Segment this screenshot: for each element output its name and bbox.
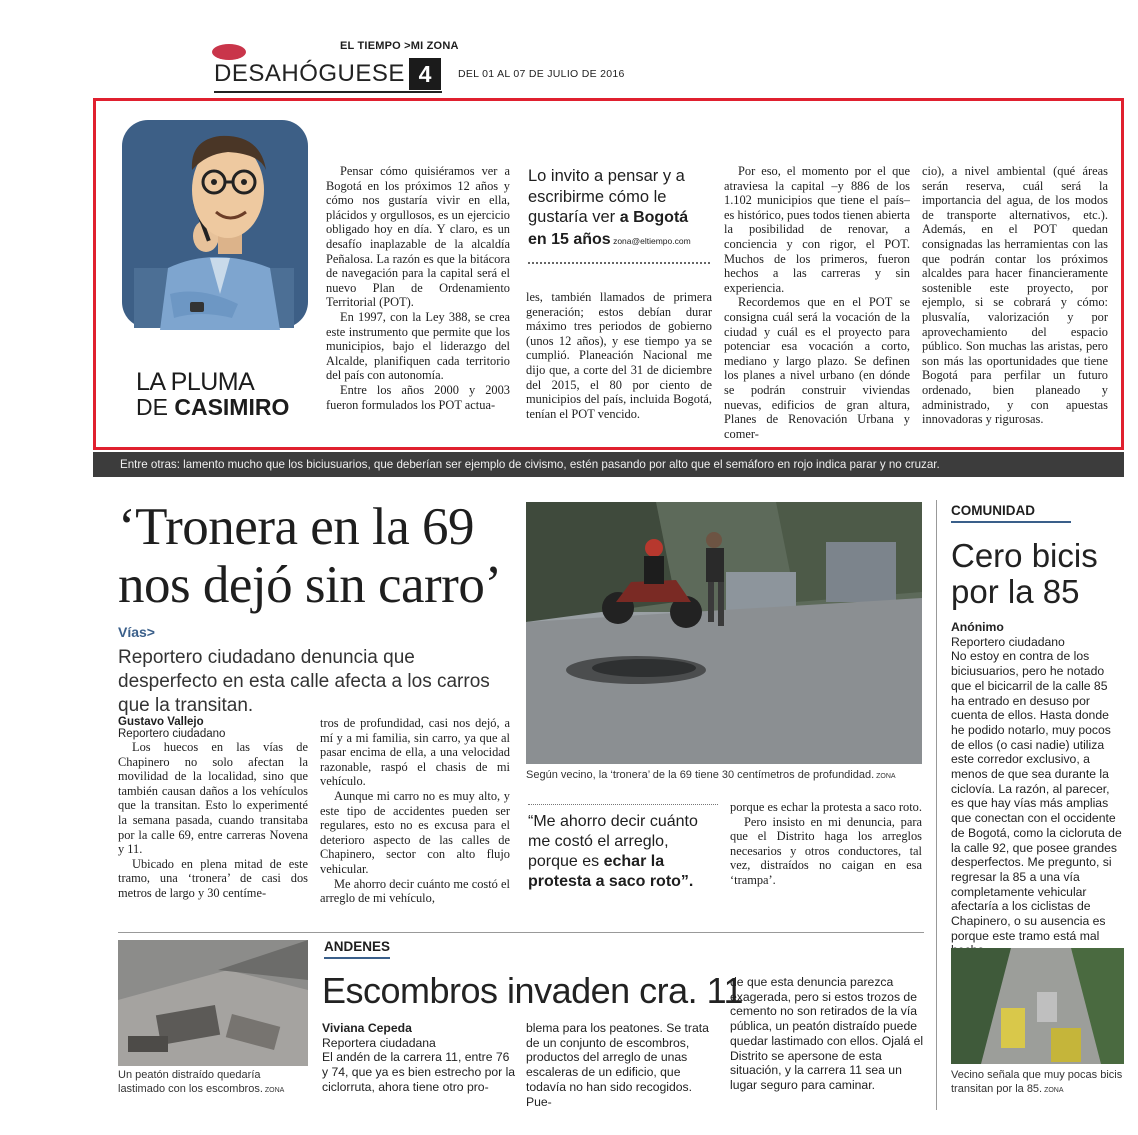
- headline-line: ‘Tronera en la 69: [118, 498, 475, 556]
- quote-text: “Me ahorro decir cuánto me costó el arreglo, porque es: [528, 813, 698, 870]
- quote-rule: [528, 804, 718, 805]
- andenes-col2: [526, 1021, 716, 1109]
- story-deck: Reportero ciudadano denuncia que desperfecto en esta calle afecta a los carros que la transitan.: [118, 647, 490, 716]
- paragraph: Entre los años 2000 y 2003 fueron formulados los POT actua-: [326, 382, 510, 412]
- paragraph: cio), a nivel ambiental (qué áreas serán reserva, cuál será la importancia del agua, de los modos de transporte alternativos, etc.). Además, en el POT quedan consignadas las herramientas con las que podrán contar los próximos alcaldes para hacer financieramente sostenible este proyecto, por ejemplo, si se cobrará y cómo: plusvalía, valorización y por aprovechamiento del espacio público. Son muchas las aristas, pero son más las oportunidades que tiene Bogotá para perfilar un futuro ordenado, bien planeado y administrado, y con apuestas innovadoras y rigurosas.: [922, 164, 1108, 427]
- author-role: Reportera ciudadana: [322, 1035, 436, 1050]
- main-headline: [118, 498, 501, 614]
- caption-text: Un peatón distraído quedaría lastimado con los escombros.: [118, 1069, 263, 1095]
- pull-quote: [528, 812, 718, 892]
- column-label-line1: LA PLUMA: [136, 368, 255, 396]
- section-label-comunidad: COMUNIDAD: [951, 503, 1035, 518]
- page-number: 4: [409, 58, 441, 90]
- column-col3: [724, 164, 910, 441]
- invite-text: Lo invito a pensar y a escribirme cómo le gustaría ver: [528, 167, 685, 226]
- column-label-line2: [136, 394, 289, 421]
- main-col3: [730, 800, 922, 888]
- bike-lane-photo: [951, 948, 1124, 1064]
- paragraph: porque es echar la protesta a saco roto.: [730, 800, 922, 814]
- paragraph: El andén de la carrera 11, entre 76 y 74, que ya es bien estrecho por la ciclorruta, ahora tiene otro pro-: [322, 1050, 516, 1094]
- invite-bold: a Bogotá en 15 años: [528, 209, 689, 248]
- columnist-avatar-illustration: [120, 118, 310, 330]
- andenes-col3: [730, 975, 924, 1093]
- side-photo-caption: [951, 1068, 1124, 1098]
- entre-otras-banner: Entre otras: lamento mucho que los biciusuarios, que deberían ser ejemplo de civismo, estén pasando por alto que el semáforo en rojo indica parar y no cruzar.: [93, 452, 1124, 477]
- rubble-photo: [118, 940, 308, 1066]
- headline-line: nos dejó sin carro’: [118, 556, 502, 614]
- author-role: Reportero ciudadano: [118, 728, 226, 740]
- street-pothole-photo: [526, 502, 922, 764]
- caption-text: Según vecino, la ‘tronera’ de la 69 tiene 30 centímetros de profundidad.: [526, 769, 875, 781]
- section-divider: [118, 932, 924, 933]
- paragraph: Ubicado en plena mitad de este tramo, una ‘tronera’ de casi dos metros de largo y 30 centíme-: [118, 856, 308, 900]
- caption-credit: ZONA: [874, 773, 896, 780]
- section-title: DESAHÓGUESE: [214, 60, 405, 87]
- paragraph: En 1997, con la Ley 388, se crea este instrumento que permite que los municipios, bajo el liderazgo del Alcalde, planifiquen cada territorio del país con autonomía.: [326, 309, 510, 383]
- caption-credit: ZONA: [262, 1087, 285, 1094]
- author-role: Reportero ciudadano: [951, 634, 1065, 649]
- paragraph: blema para los peatones. Se trata de un conjunto de escombros, productos del arreglo de unas escaleras de un edificio, que todavía no han sido recogidos. Pue-: [526, 1021, 709, 1109]
- headline-line: Cero bicis: [951, 537, 1098, 574]
- headline-line: por la 85: [951, 573, 1080, 610]
- author-name: Anónimo: [951, 620, 1004, 634]
- paragraph: Pero insisto en mi denuncia, para que el Distrito haga los arreglos necesarios y otros conductores, tal vez, distraídos no caigan en esa ‘trampa’.: [730, 814, 922, 887]
- paragraph: Pensar cómo quisiéramos ver a Bogotá en los próximos 12 años y cómo nos gustaría vivir en ella, plácidos y orgullosos, es un ejercicio obligado hoy en día. Y claro, es un desafío inaplazable de la alcaldía Peñalosa. La razón es que la bitácora de navegación para la capital será el nuevo Plan de Ordenamiento Territorial (POT).: [326, 164, 510, 310]
- column-label-de: DE: [136, 394, 175, 420]
- header-rule: [214, 91, 442, 93]
- paragraph: les, también llamados de primera generación; estos debían durar máximo tres periodos de gobierno (unos 12 años), y ese tiempo ya se cumplió. Planeación Nacional me dijo que, a corte del 31 de diciembre del 2015, el 80 por ciento de municipios del país, incluida Bogotá, tenían el POT vencido.: [526, 290, 712, 421]
- columnist-name: CASIMIRO: [174, 394, 290, 420]
- invite-divider: [528, 262, 710, 264]
- caption-credit: ZONA: [1042, 1087, 1064, 1094]
- paragraph: de que esta denuncia parezca exagerada, pero si estos trozos de cemento no son retirados de la vía pública, un peatón distraído puede quedar lastimado con ellos. Ojalá el Distrito se apersone de esta situación, y la carrera 11 sea un lugar seguro para caminar.: [730, 975, 924, 1092]
- paragraph: tros de profundidad, casi nos dejó, a mí y a mi familia, sin carro, ya que al pasar encima de ella, a una velocidad razonable, raspó el chasis de mi vehículo.: [320, 716, 510, 789]
- paragraph: Recordemos que en el POT se consigna cuál será la vocación de la ciudad y cuál es el proyecto para potenciar esa vocación a corto, mediano y largo plazo. Se definen los planes a nivel urbano (en dónde se podrán construir viviendas nuevas, edificios de gran altura, Planes de Renovación Urbana y comer-: [724, 295, 910, 441]
- side-divider: [936, 500, 937, 1110]
- paragraph: No estoy en contra de los biciusuarios, pero he notado que el bicicarril de la calle 85 ha entrado en desuso por cuenta de ellos. Hasta donde he podido notarlo, muy pocos de ellos (o casi nadie) utiliza este corredor exclusivo, a menos de que sea durante la ciclovía. La razón, al parecer, es que hay vías más amplias que conectan con el occidente de Bogotá, como la cicloruta de la calle 92, que posee grandes desperfectos. Me pregunto, si regresar la 85 a una vía completamente vehicular afectaría a los ciclistas de Chapinero, o su ausencia es porque este tramo está mal: [951, 649, 1122, 943]
- author-name: Gustavo Vallejo: [118, 716, 204, 728]
- paragraph: Me ahorro decir cuánto me costó el arreglo de mi vehículo,: [320, 876, 510, 906]
- main-col2: [320, 716, 510, 906]
- paragraph: Los huecos en las vías de Chapinero no solo afectan la movilidad de la localidad, sino que también causan daños a los vehículos que la transitan. Esto lo experimenté la semana pasada, cuando transitaba por la calle 69, entre carreras Novena y 11.: [118, 740, 308, 857]
- header-kicker: EL TIEMPO >MI ZONA: [340, 40, 459, 52]
- invite-email: zona@eltiempo.com: [610, 235, 691, 246]
- andenes-headline: Escombros invaden cra. 11: [322, 970, 744, 1011]
- side-headline: [951, 538, 1098, 610]
- issue-date: DEL 01 AL 07 DE JULIO DE 2016: [458, 68, 625, 80]
- column-col1: [326, 164, 510, 412]
- author-name: Viviana Cepeda: [322, 1021, 412, 1035]
- invite-box: [528, 166, 710, 251]
- column-col2: [526, 290, 712, 421]
- paragraph: Aunque mi carro no es muy alto, y este tipo de accidentes pueden ser regulares, esto no es excusa para el deterioro aspecto de las calles de Chapinero, sector con alto flujo vehicular.: [320, 788, 510, 876]
- side-body: [951, 620, 1124, 958]
- section-label-andenes: ANDENES: [324, 939, 391, 954]
- column-col4: [922, 164, 1108, 427]
- section-label-rule: [324, 957, 390, 959]
- quote-bold: echar la protesta a saco roto”.: [528, 853, 694, 890]
- section-tag: Vías>: [118, 624, 155, 640]
- andenes-photo-caption: [118, 1068, 308, 1098]
- section-logo-blob: [212, 44, 246, 60]
- andenes-col1: [322, 1021, 516, 1095]
- section-label-rule: [951, 521, 1071, 523]
- photo-caption: [526, 768, 922, 784]
- main-col1: [118, 716, 308, 901]
- caption-text: Vecino señala que muy pocas bicis transitan por la 85.: [951, 1069, 1123, 1095]
- paragraph: Por eso, el momento por el que atraviesa la capital –y 886 de los 1.102 municipios que tiene el país– es histórico, pues todos tienen abierta la posibilidad de renovar, a conciencia y con rigor, el POT. Muchos de los primeros, fueron hechos a las carreras y sin experiencia.: [724, 164, 910, 295]
